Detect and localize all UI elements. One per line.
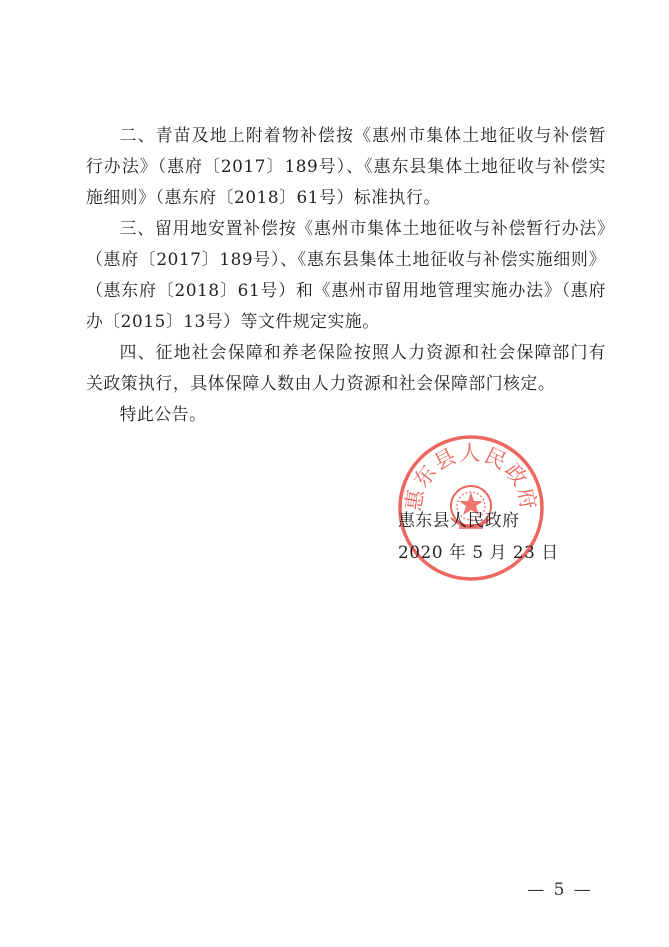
paragraph-social-security: 四、征地社会保障和养老保险按照人力资源和社会保障部门有关政策执行，具体保障人数由人力资源和社会保障部门核定。 <box>86 342 606 393</box>
paragraph-seedling-compensation: 二、青苗及地上附着物补偿按《惠州市集体土地征收与补偿暂行办法》（惠府〔2017〕189号）、《惠东县集体土地征收与补偿实施细则》（惠东府〔2018〕61号）标准执行。 <box>86 125 606 207</box>
signature-block <box>398 504 598 568</box>
paragraph-reserved-land-compensation: 三、留用地安置补偿按《惠州市集体土地征收与补偿暂行办法》（惠府〔2017〕189号）、《惠东县集体土地征收与补偿实施细则》（惠东府〔2018〕61号）和《惠州市留用地管理实施办法》（惠府办〔2015〕13号）等文件规定实施。 <box>86 218 606 331</box>
paragraph-closing: 特此公告。 <box>119 404 207 424</box>
issuing-organization: 惠东县人民政府 <box>398 510 520 530</box>
announcement-body <box>86 120 606 430</box>
issue-date: 2020 年 5 月 23 日 <box>398 542 559 562</box>
seal-text: 惠东县人民政府 <box>401 441 541 513</box>
page-number: — 5 — <box>527 880 593 900</box>
